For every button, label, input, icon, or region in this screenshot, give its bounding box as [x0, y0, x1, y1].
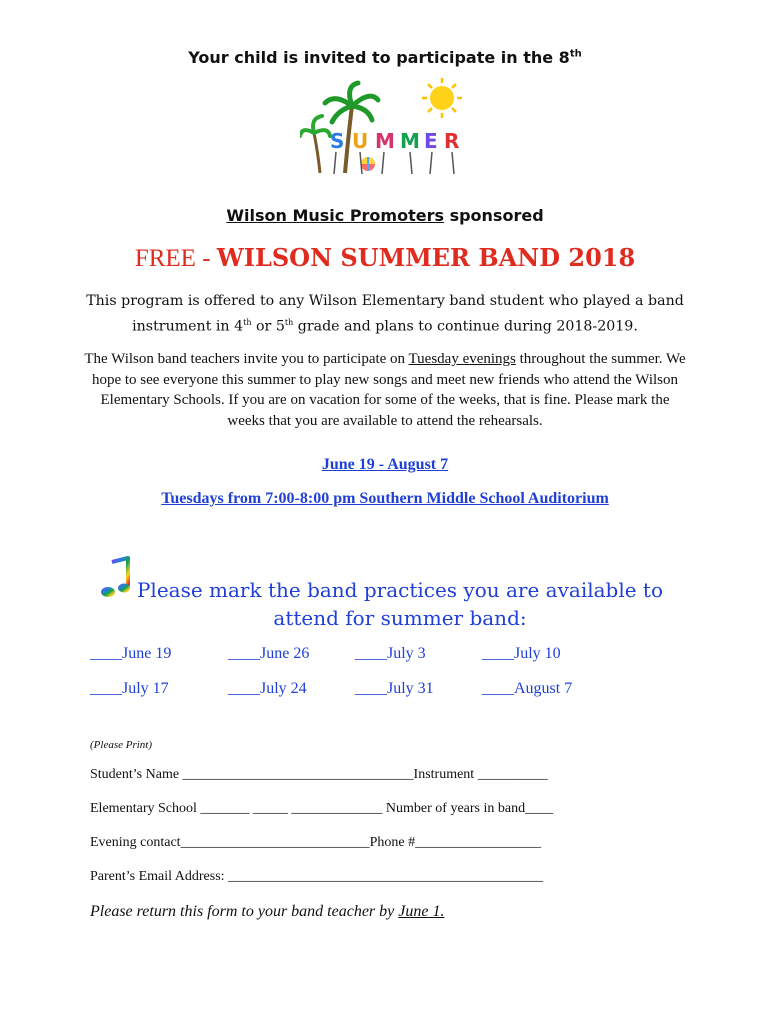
week-july-24[interactable]: ____July 24: [228, 680, 307, 697]
teachers-part-2: throughout the summer. We hope to see everyone this summer to play new songs and meet new friends who attend the Wilson Elementary Schools. If you are on vacation for some of the weeks, that is fine. Please mark the weeks that you are available to attend the rehearsals.: [91, 351, 686, 429]
teachers-paragraph: [82, 349, 688, 431]
program-line-1: This program is offered to any Wilson Elementary band student who played a band: [86, 293, 684, 309]
parent-email-field[interactable]: Parent’s Email Address: _____________________________________________: [90, 869, 544, 884]
week-august-7[interactable]: ____August 7: [482, 680, 573, 697]
week-june-26[interactable]: ____June 26: [228, 645, 310, 662]
program-sup-1: th: [243, 318, 252, 327]
return-text: Please return this form to your band teacher by: [90, 903, 399, 920]
student-name-field[interactable]: Student’s Name _________________________________Instrument __________: [90, 767, 548, 782]
week-july-31[interactable]: ____July 31: [355, 680, 434, 697]
teachers-part-1: The Wilson band teachers invite you to participate on: [84, 351, 409, 367]
program-line-2c: grade and plans to continue during 2018-2019.: [293, 318, 638, 335]
teachers-tuesday-evenings: Tuesday evenings: [408, 351, 516, 367]
mark-title-line-1: Please mark the band practices you are available to: [136, 578, 664, 602]
svg-text:S: S: [330, 129, 345, 153]
program-description: [85, 291, 685, 338]
page-title: [0, 243, 770, 273]
week-june-19[interactable]: ____June 19: [90, 645, 172, 662]
title-band: WILSON SUMMER BAND 2018: [216, 243, 636, 272]
svg-text:M: M: [375, 129, 395, 153]
sponsor-name: Wilson Music Promoters: [226, 206, 444, 225]
sun-icon: [422, 78, 462, 118]
beach-ball-icon: [361, 157, 375, 171]
week-july-10[interactable]: ____July 10: [482, 645, 561, 662]
schedule-times: Tuesdays from 7:00-8:00 pm Southern Middle School Auditorium: [161, 490, 609, 507]
elementary-school-field[interactable]: Elementary School _______ _____ _____________ Number of years in band____: [90, 801, 554, 816]
summer-letters: [326, 128, 459, 153]
summer-logo: [300, 78, 470, 188]
return-instructions: [90, 903, 444, 921]
program-sup-2: th: [284, 318, 294, 327]
svg-text:E: E: [424, 129, 438, 153]
title-free: FREE -: [134, 245, 217, 272]
svg-text:R: R: [444, 129, 460, 153]
invite-text: Your child is invited to participate in the 8: [188, 48, 570, 67]
program-line-2b: or 5: [251, 318, 285, 335]
week-july-3[interactable]: ____July 3: [355, 645, 426, 662]
week-july-17[interactable]: ____July 17: [90, 680, 169, 697]
schedule-dates: June 19 - August 7: [321, 456, 449, 473]
mark-practices-heading: [100, 576, 700, 632]
sponsor-suffix: sponsored: [444, 206, 544, 225]
program-line-2: [85, 312, 685, 338]
return-date: June 1.: [398, 903, 445, 920]
mark-title-line-2: attend for summer band:: [273, 606, 527, 630]
program-line-2a: instrument in 4: [132, 318, 244, 335]
invite-heading: [0, 48, 770, 67]
please-print-note: (Please Print): [90, 739, 153, 751]
svg-text:U: U: [352, 129, 369, 153]
evening-contact-field[interactable]: Evening contact___________________________Phone #__________________: [90, 835, 542, 850]
svg-text:M: M: [400, 129, 420, 153]
sponsor-line: [0, 206, 770, 225]
invite-superscript: th: [569, 48, 582, 60]
